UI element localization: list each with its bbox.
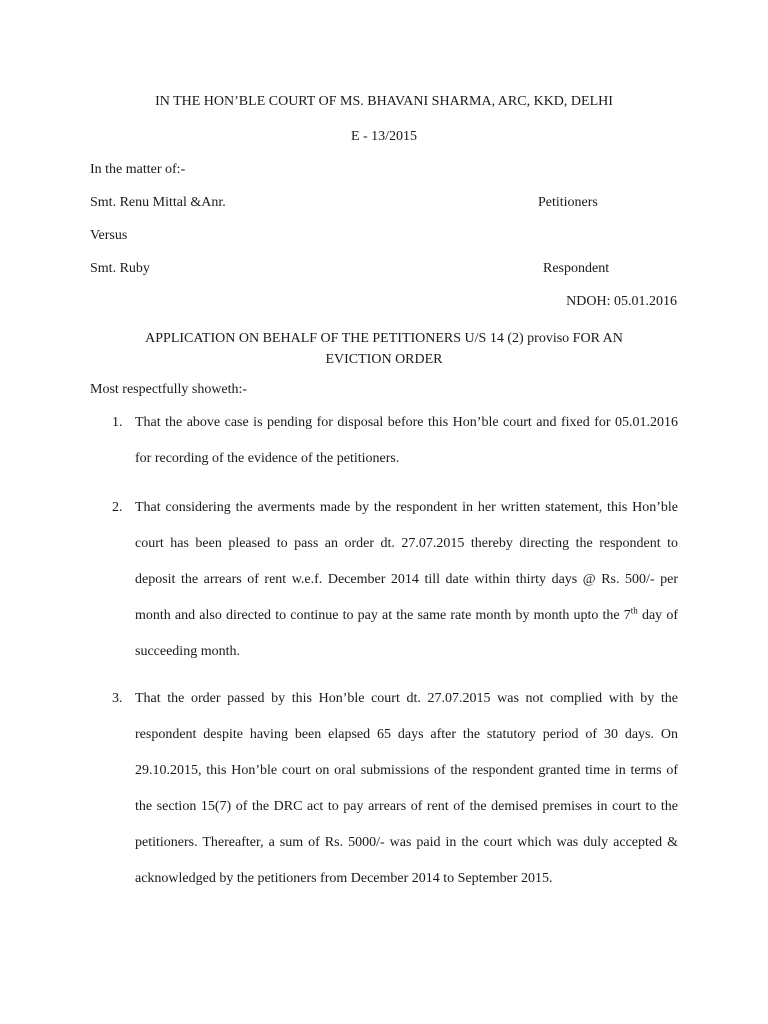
petitioner-name: Smt. Renu Mittal &Anr. <box>90 195 226 210</box>
respondent-role: Respondent <box>543 261 610 276</box>
paragraph-text-tail: day of succeeding month. <box>135 608 678 659</box>
respondent-name: Smt. Ruby <box>90 261 150 276</box>
application-title-line1: APPLICATION ON BEHALF OF THE PETITIONERS U/S 14 (2) proviso FOR AN <box>145 331 623 346</box>
ordinal-superscript: th <box>630 605 638 616</box>
court-title: IN THE HON’BLE COURT OF MS. BHAVANI SHARMA, ARC, KKD, DELHI <box>155 94 613 109</box>
ndoh-date: NDOH: 05.01.2016 <box>566 294 677 309</box>
application-title-line2: EVICTION ORDER <box>325 352 443 367</box>
paragraph-text-main: That considering the averments made by the respondent in her written statement, this Hon’ble court has been pleased to pass an order dt. 27.07.2015 thereby directing the respondent to deposit the arrears of rent w.e.f. December 2014 till date within thirty days @ Rs. 500/- per month and also directed to continue to pay at the same rate month by month upto the 7 <box>135 500 678 623</box>
case-number: E - 13/2015 <box>350 129 418 144</box>
showeth-label: Most respectfully showeth:- <box>90 382 248 397</box>
paragraph-text: That the above case is pending for disposal before this Hon’ble court and fixed for 05.01.2016 for recording of the evidence of the petitioners. <box>135 415 678 466</box>
versus-label: Versus <box>90 228 128 243</box>
in-the-matter-label: In the matter of:- <box>90 162 186 177</box>
paragraph-number: 2. <box>112 500 123 515</box>
paragraph-number: 3. <box>112 691 123 706</box>
application-title <box>0 328 768 370</box>
paragraph-number: 1. <box>112 415 123 430</box>
petitioner-role: Petitioners <box>538 195 598 210</box>
paragraph-text <box>135 490 678 670</box>
paragraph-text: That the order passed by this Hon’ble court dt. 27.07.2015 was not complied with by the respondent despite having been elapsed 65 days after the statutory period of 30 days. On 29.10.2015, this Hon’ble court on oral submissions of the respondent granted time in terms of the section 15(7) of the DRC act to pay arrears of rent of the demised premises in court to the petitioners. Thereafter, a sum of Rs. 5000/- was paid in the court which was duly accepted & acknowledged by the petitioners from December 2014 to September 2015. <box>135 691 678 886</box>
